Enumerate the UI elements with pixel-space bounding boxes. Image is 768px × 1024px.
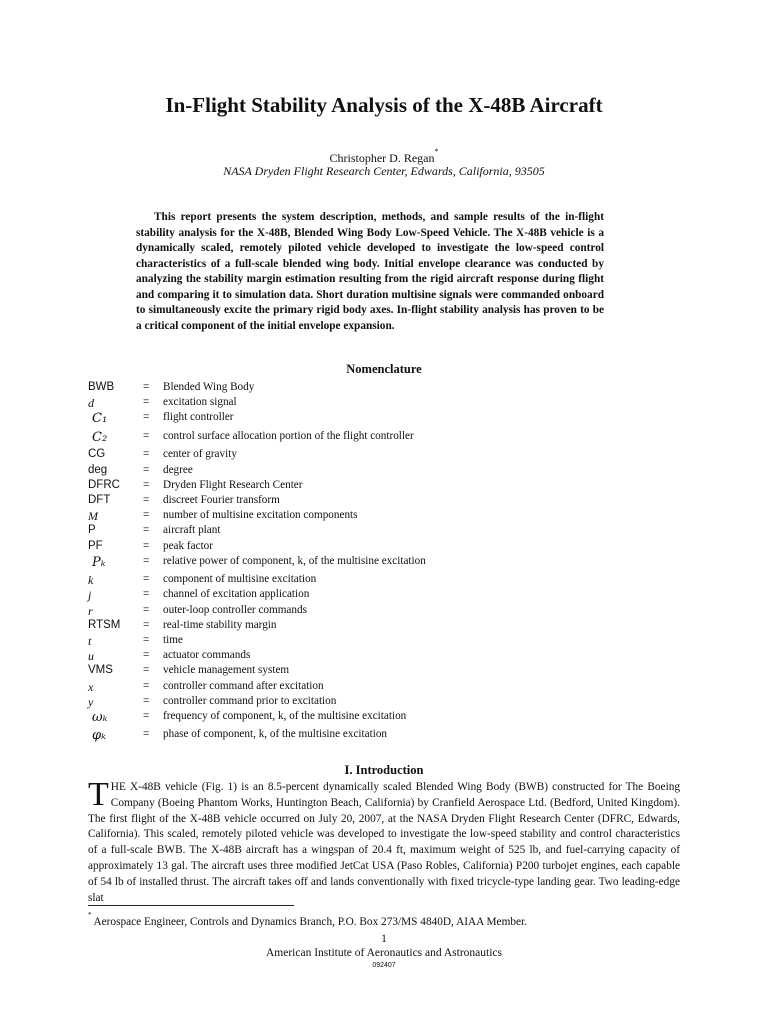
- nomenclature-row: [88, 509, 688, 524]
- nomenclature-equals: =: [143, 429, 150, 442]
- nomenclature-definition: channel of excitation application: [163, 588, 310, 601]
- footnote: [88, 911, 688, 928]
- nomenclature-row: [88, 680, 688, 695]
- nomenclature-row: [88, 396, 688, 411]
- nomenclature-equals: =: [143, 633, 150, 646]
- nomenclature-definition: aircraft plant: [163, 524, 221, 537]
- nomenclature-definition: peak factor: [163, 539, 213, 552]
- nomenclature-definition: discreet Fourier transform: [163, 493, 280, 506]
- nomenclature-definition: degree: [163, 463, 193, 476]
- nomenclature-symbol: DFT: [88, 493, 111, 506]
- nomenclature-row: [88, 464, 688, 479]
- footnote-text: Aerospace Engineer, Controls and Dynamics Branch, P.O. Box 273/MS 4840D, AIAA Member.: [93, 915, 527, 928]
- nomenclature-row: [88, 728, 688, 747]
- introduction-paragraph: [88, 776, 680, 906]
- nomenclature-equals: =: [143, 649, 150, 662]
- nomenclature-equals: =: [143, 411, 150, 424]
- nomenclature-row: [88, 710, 688, 729]
- section-heading-introduction: I. Introduction: [344, 763, 424, 777]
- nomenclature-symbol: C₁: [92, 411, 108, 427]
- nomenclature-definition: controller command after excitation: [163, 679, 324, 692]
- nomenclature-list: [88, 381, 688, 747]
- nomenclature-symbol: deg: [88, 463, 108, 476]
- nomenclature-symbol: DFRC: [88, 478, 120, 491]
- nomenclature-equals: =: [143, 478, 150, 491]
- nomenclature-equals: =: [143, 554, 150, 567]
- nomenclature-symbol: j: [88, 588, 92, 603]
- nomenclature-definition: vehicle management system: [163, 664, 290, 677]
- nomenclature-symbol: BWB: [88, 381, 115, 393]
- nomenclature-definition: phase of component, k, of the multisine excitation: [163, 728, 388, 741]
- nomenclature-equals: =: [143, 509, 150, 522]
- nomenclature-row: [88, 649, 688, 664]
- nomenclature-symbol: x: [88, 679, 94, 694]
- nomenclature-definition: Dryden Flight Research Center: [163, 478, 303, 491]
- drop-cap: T: [88, 776, 109, 813]
- nomenclature-row: [88, 555, 688, 574]
- nomenclature-symbol: RTSM: [88, 618, 121, 631]
- nomenclature-equals: =: [143, 709, 150, 722]
- nomenclature-equals: =: [143, 463, 150, 476]
- nomenclature-equals: =: [143, 396, 150, 409]
- paper-title: In-Flight Stability Analysis of the X-48B Aircraft: [165, 93, 603, 117]
- nomenclature-row: [88, 573, 688, 588]
- nomenclature-row: [88, 430, 688, 449]
- nomenclature-row: [88, 448, 688, 463]
- nomenclature-definition: Blended Wing Body: [163, 381, 255, 393]
- nomenclature-equals: =: [143, 694, 150, 707]
- introduction-text: HE X-48B vehicle (Fig. 1) is an 8.5-percent dynamically scaled Blended Wing Body (BWB) constructed for The Boeing Company (Boeing Phantom Works, Huntington Beach, California) by Cranfield Aerospace Ltd. (Bedford, United Kingdom). The first flight of the X-48B vehicle occurred on July 20, 2007, at the NASA Dryden Flight Research Center (DFRC, Edwards, California). This scaled, remotely piloted vehicle was developed to investigate the low-speed stability and control characteristics of a full-scale BWB. The X-48B aircraft has a wingspan of 20.4 ft, maximum weight of 525 lb, and fuel-carrying capacity of approximately 13 gal. The aircraft uses three modified JetCat USA (Paso Robles, California) P200 turbojet engines, each capable of 54 lb of installed thrust. The aircraft takes off and lands conventionally with fixed tricycle-type landing gear. Two leading-edge slat: [88, 781, 680, 904]
- nomenclature-definition: component of multisine excitation: [163, 573, 317, 586]
- nomenclature-symbol: d: [88, 396, 94, 411]
- nomenclature-symbol: CG: [88, 448, 106, 461]
- nomenclature-row: [88, 381, 688, 396]
- nomenclature-symbol: C₂: [92, 429, 108, 445]
- nomenclature-definition: relative power of component, k, of the multisine excitation: [163, 554, 426, 567]
- nomenclature-equals: =: [143, 448, 150, 461]
- nomenclature-symbol: PF: [88, 539, 103, 552]
- nomenclature-heading: Nomenclature: [346, 362, 422, 376]
- nomenclature-row: [88, 604, 688, 619]
- nomenclature-row: [88, 411, 688, 430]
- nomenclature-symbol: t: [88, 633, 92, 648]
- nomenclature-symbol: r: [88, 603, 93, 618]
- nomenclature-row: [88, 479, 688, 494]
- nomenclature-definition: control surface allocation portion of the flight controller: [163, 429, 414, 442]
- nomenclature-definition: excitation signal: [163, 396, 237, 409]
- nomenclature-symbol: M: [88, 509, 98, 524]
- nomenclature-symbol: VMS: [88, 664, 113, 677]
- nomenclature-row: [88, 588, 688, 603]
- nomenclature-equals: =: [143, 679, 150, 692]
- nomenclature-definition: controller command prior to excitation: [163, 694, 337, 707]
- nomenclature-row: [88, 494, 688, 509]
- nomenclature-equals: =: [143, 493, 150, 506]
- publisher-line: American Institute of Aeronautics and Astronautics: [265, 947, 502, 959]
- nomenclature-row: [88, 664, 688, 679]
- nomenclature-equals: =: [143, 588, 150, 601]
- nomenclature-row: [88, 634, 688, 649]
- nomenclature-definition: number of multisine excitation components: [163, 509, 358, 522]
- nomenclature-equals: =: [143, 618, 150, 631]
- nomenclature-definition: real-time stability margin: [163, 618, 277, 631]
- footnote-mark: *: [88, 911, 92, 919]
- nomenclature-equals: =: [143, 664, 150, 677]
- nomenclature-symbol: u: [88, 649, 94, 664]
- nomenclature-symbol: Pₖ: [92, 554, 106, 570]
- nomenclature-equals: =: [143, 573, 150, 586]
- nomenclature-equals: =: [143, 381, 150, 393]
- nomenclature-symbol: k: [88, 573, 94, 588]
- nomenclature-row: [88, 695, 688, 710]
- nomenclature-definition: outer-loop controller commands: [163, 603, 307, 616]
- footnote-separator: [88, 905, 294, 906]
- nomenclature-symbol: y: [88, 694, 94, 709]
- nomenclature-definition: actuator commands: [163, 649, 251, 662]
- author-name: Christopher D. Regan: [329, 151, 435, 165]
- nomenclature-symbol: φₖ: [92, 728, 106, 744]
- nomenclature-equals: =: [143, 539, 150, 552]
- nomenclature-row: [88, 540, 688, 555]
- nomenclature-definition: time: [163, 633, 183, 646]
- nomenclature-row: [88, 619, 688, 634]
- nomenclature-symbol: P: [88, 524, 96, 537]
- nomenclature-equals: =: [143, 603, 150, 616]
- nomenclature-symbol: ωₖ: [92, 709, 108, 725]
- nomenclature-equals: =: [143, 728, 150, 741]
- nomenclature-row: [88, 524, 688, 539]
- abstract: This report presents the system description, methods, and sample results of the in-flight stability analysis for the X-48B, Blended Wing Body Low-Speed Vehicle. The X-48B vehicle is a dynamically scaled, remotely piloted vehicle developed to investigate the low-speed control characteristics of a full-scale blended wing body. Initial envelope clearance was conducted by analyzing the stability margin estimation resulting from the rigid aircraft response during flight and comparing it to simulation data. Short duration multisine signals were commanded onboard to simultaneously excite the primary rigid body axes. In-flight stability analysis has proven to be a critical component of the initial envelope expansion.: [136, 211, 604, 332]
- nomenclature-equals: =: [143, 524, 150, 537]
- page-number: 1: [381, 933, 387, 945]
- document-code: 092407: [372, 962, 396, 969]
- nomenclature-definition: frequency of component, k, of the multisine excitation: [163, 709, 407, 722]
- author-footnote-mark: *: [434, 147, 439, 156]
- nomenclature-definition: flight controller: [163, 411, 234, 424]
- nomenclature-definition: center of gravity: [163, 448, 237, 461]
- affiliation: NASA Dryden Flight Research Center, Edwards, California, 93505: [223, 164, 545, 178]
